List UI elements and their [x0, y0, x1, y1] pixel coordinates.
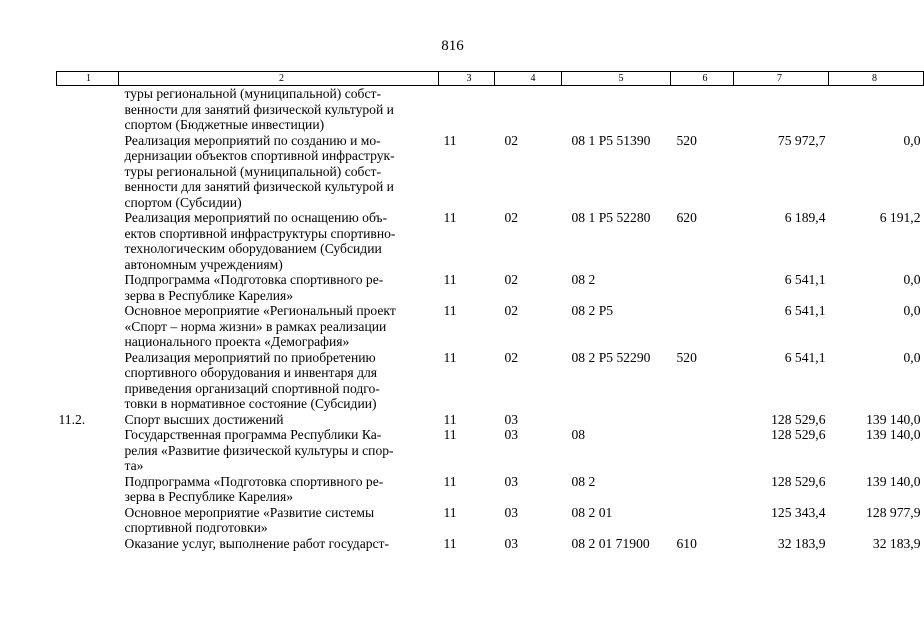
- row-target-article-code: 08 2 01 71900: [571, 535, 650, 551]
- row-amount-year-1: 75 972,7: [777, 132, 826, 148]
- description-line: ектов спортивной инфраструктуры спортивно-: [124, 225, 396, 241]
- table-row: [57, 412, 924, 428]
- row-amount-year-1: 128 529,6: [771, 427, 826, 442]
- row-amount-year-1: 6 541,1: [784, 272, 826, 287]
- row-amount-year-2: 0,0: [903, 349, 921, 365]
- row-section-code: 11: [443, 210, 457, 225]
- description-line: Подпрограмма «Подготовка спортивного ре-: [124, 473, 384, 489]
- row-subsection-code: 03: [504, 535, 519, 551]
- description-line: Реализация мероприятий по оснащению объ-: [124, 210, 388, 225]
- row-description: [119, 86, 439, 133]
- table-row: [57, 474, 924, 505]
- row-description: [119, 505, 439, 536]
- row-section-code: 11: [443, 427, 457, 442]
- row-amount-year-1: 6 541,1: [784, 349, 826, 365]
- description-line: «Спорт – норма жизни» в рамках реализации: [124, 318, 387, 334]
- description-line: технологическим оборудованием (Субсидии: [124, 241, 382, 256]
- table-row: [57, 133, 924, 211]
- row-target-article-code: 08 2 P5 52290: [571, 349, 651, 365]
- description-line: зерва в Республике Карелия»: [124, 287, 294, 303]
- description-line: товки в нормативное состояние (Субсидии): [124, 396, 377, 411]
- row-expense-type-code: [671, 303, 734, 350]
- row-subsection-code: 02: [504, 349, 519, 365]
- table-row: [57, 303, 924, 350]
- description-line: Оказание услуг, выполнение работ государст-: [124, 535, 390, 551]
- row-amount-year-2: 0,0: [903, 303, 921, 318]
- table-row: [57, 350, 924, 412]
- table-row: [57, 86, 924, 133]
- row-amount-year-1: 128 529,6: [771, 411, 826, 427]
- row-expense-type-code: [671, 86, 734, 133]
- column-header-6: 6: [671, 72, 734, 86]
- description-line: Основное мероприятие «Региональный проект: [124, 303, 396, 318]
- column-header-1: 1: [57, 72, 119, 86]
- description-line: спортом (Субсидии): [124, 194, 242, 210]
- row-subsection-code: 03: [504, 504, 519, 520]
- row-target-article-code: [562, 412, 671, 428]
- description-line: венности для занятий физической культурой и: [124, 179, 394, 194]
- row-target-article-code: 08 2 P5: [571, 303, 614, 318]
- row-number: [57, 272, 119, 303]
- row-subsection-code: 02: [504, 132, 519, 148]
- row-number: [57, 505, 119, 536]
- table-row: [57, 210, 924, 272]
- row-subsection-code: 03: [504, 411, 519, 427]
- description-line: релия «Развитие физической культуры и спор-: [124, 442, 394, 458]
- row-target-article-code: 08 2: [571, 272, 596, 287]
- row-section-code: 11: [443, 132, 457, 148]
- row-amount-year-1: 6 189,4: [784, 210, 826, 225]
- row-target-article-code: 08: [571, 427, 586, 442]
- column-header-4: 4: [495, 72, 562, 86]
- column-header-3: 3: [439, 72, 495, 86]
- row-amount-year-1: 6 541,1: [784, 303, 826, 318]
- row-expense-type-code: 620: [676, 210, 697, 225]
- description-line: Реализация мероприятий по созданию и мо-: [124, 132, 381, 148]
- description-line: спортом (Бюджетные инвестиции): [124, 117, 325, 132]
- row-subsection-code: 02: [504, 210, 519, 225]
- table-row: [57, 427, 924, 474]
- page-number: 816: [441, 38, 464, 54]
- budget-table: [56, 71, 924, 551]
- column-header-2: 2: [119, 72, 439, 86]
- row-expense-type-code: [671, 474, 734, 505]
- column-header-7: 7: [734, 72, 829, 86]
- row-amount-year-2: 6 191,2: [879, 210, 921, 225]
- row-expense-type-code: 610: [676, 535, 697, 551]
- row-amount-year-2: 139 140,0: [866, 427, 921, 442]
- row-number: 11.2.: [58, 411, 86, 427]
- row-section-code: 11: [443, 272, 457, 287]
- description-line: туры региональной (муниципальной) собст-: [124, 86, 381, 101]
- row-section-code: 11: [443, 535, 457, 551]
- description-line: спортивного оборудования и инвентаря для: [124, 365, 378, 380]
- row-expense-type-code: 520: [676, 349, 697, 365]
- row-expense-type-code: [671, 427, 734, 474]
- description-line: автономным учреждениям): [124, 256, 283, 272]
- description-line: Спорт высших достижений: [124, 411, 284, 427]
- row-amount-year-2: [829, 86, 924, 133]
- row-amount-year-1: 128 529,6: [771, 473, 826, 489]
- row-amount-year-1: [734, 86, 829, 133]
- column-header-8: 8: [829, 72, 924, 86]
- description-line: туры региональной (муниципальной) собст-: [124, 163, 381, 179]
- row-subsection-code: 02: [504, 303, 519, 318]
- row-number: [57, 86, 119, 133]
- row-number: [57, 536, 119, 552]
- description-line: Реализация мероприятий по приобретению: [124, 349, 376, 365]
- description-line: приведения организаций спортивной подго-: [124, 380, 380, 396]
- row-description: [119, 350, 439, 412]
- row-description: [119, 303, 439, 350]
- row-section-code: [439, 86, 495, 133]
- row-target-article-code: 08 1 P5 51390: [571, 132, 651, 148]
- description-line: национального проекта «Демография»: [124, 334, 350, 349]
- row-description: [119, 536, 439, 552]
- description-line: зерва в Республике Карелия»: [124, 489, 294, 504]
- row-number: [57, 350, 119, 412]
- column-header-5: 5: [562, 72, 671, 86]
- row-amount-year-2: 0,0: [903, 132, 921, 148]
- row-description: [119, 272, 439, 303]
- row-description: [119, 412, 439, 428]
- table-row: [57, 505, 924, 536]
- description-line: дернизации объектов спортивной инфраструк-: [124, 148, 395, 163]
- row-target-article-code: 08 2: [571, 473, 596, 489]
- row-subsection-code: [495, 86, 562, 133]
- row-number: [57, 133, 119, 211]
- row-description: [119, 133, 439, 211]
- row-subsection-code: 02: [504, 272, 519, 287]
- row-number: [57, 303, 119, 350]
- row-number: [57, 474, 119, 505]
- table-body: [57, 86, 924, 552]
- row-subsection-code: 03: [504, 473, 519, 489]
- row-target-article-code: [562, 86, 671, 133]
- row-number: [57, 210, 119, 272]
- row-expense-type-code: [671, 505, 734, 536]
- row-target-article-code: 08 1 P5 52280: [571, 210, 651, 225]
- row-section-code: 11: [443, 303, 457, 318]
- description-line: венности для занятий физической культурой и: [124, 101, 394, 117]
- row-section-code: 11: [443, 411, 457, 427]
- description-line: Государственная программа Республики Ка-: [124, 427, 382, 442]
- description-line: спортивной подготовки»: [124, 520, 268, 535]
- row-number: [57, 427, 119, 474]
- description-line: Подпрограмма «Подготовка спортивного ре-: [124, 272, 384, 287]
- table-row: [57, 536, 924, 552]
- row-amount-year-2: 128 977,9: [866, 504, 921, 520]
- row-amount-year-2: 139 140,0: [866, 473, 921, 489]
- row-amount-year-1: 125 343,4: [771, 504, 826, 520]
- row-description: [119, 210, 439, 272]
- row-target-article-code: 08 2 01: [571, 504, 613, 520]
- row-amount-year-2: 139 140,0: [866, 411, 921, 427]
- row-amount-year-2: 0,0: [903, 272, 921, 287]
- row-description: [119, 427, 439, 474]
- row-amount-year-2: 32 183,9: [872, 535, 921, 551]
- row-expense-type-code: [671, 412, 734, 428]
- row-expense-type-code: [671, 272, 734, 303]
- description-line: та»: [124, 458, 144, 473]
- row-section-code: 11: [443, 504, 457, 520]
- row-description: [119, 474, 439, 505]
- row-expense-type-code: 520: [676, 132, 697, 148]
- table-row: [57, 272, 924, 303]
- description-line: Основное мероприятие «Развитие системы: [124, 504, 375, 520]
- column-number-row: [57, 72, 924, 86]
- row-amount-year-1: 32 183,9: [777, 535, 826, 551]
- row-section-code: 11: [443, 349, 457, 365]
- row-section-code: 11: [443, 473, 457, 489]
- row-subsection-code: 03: [504, 427, 519, 442]
